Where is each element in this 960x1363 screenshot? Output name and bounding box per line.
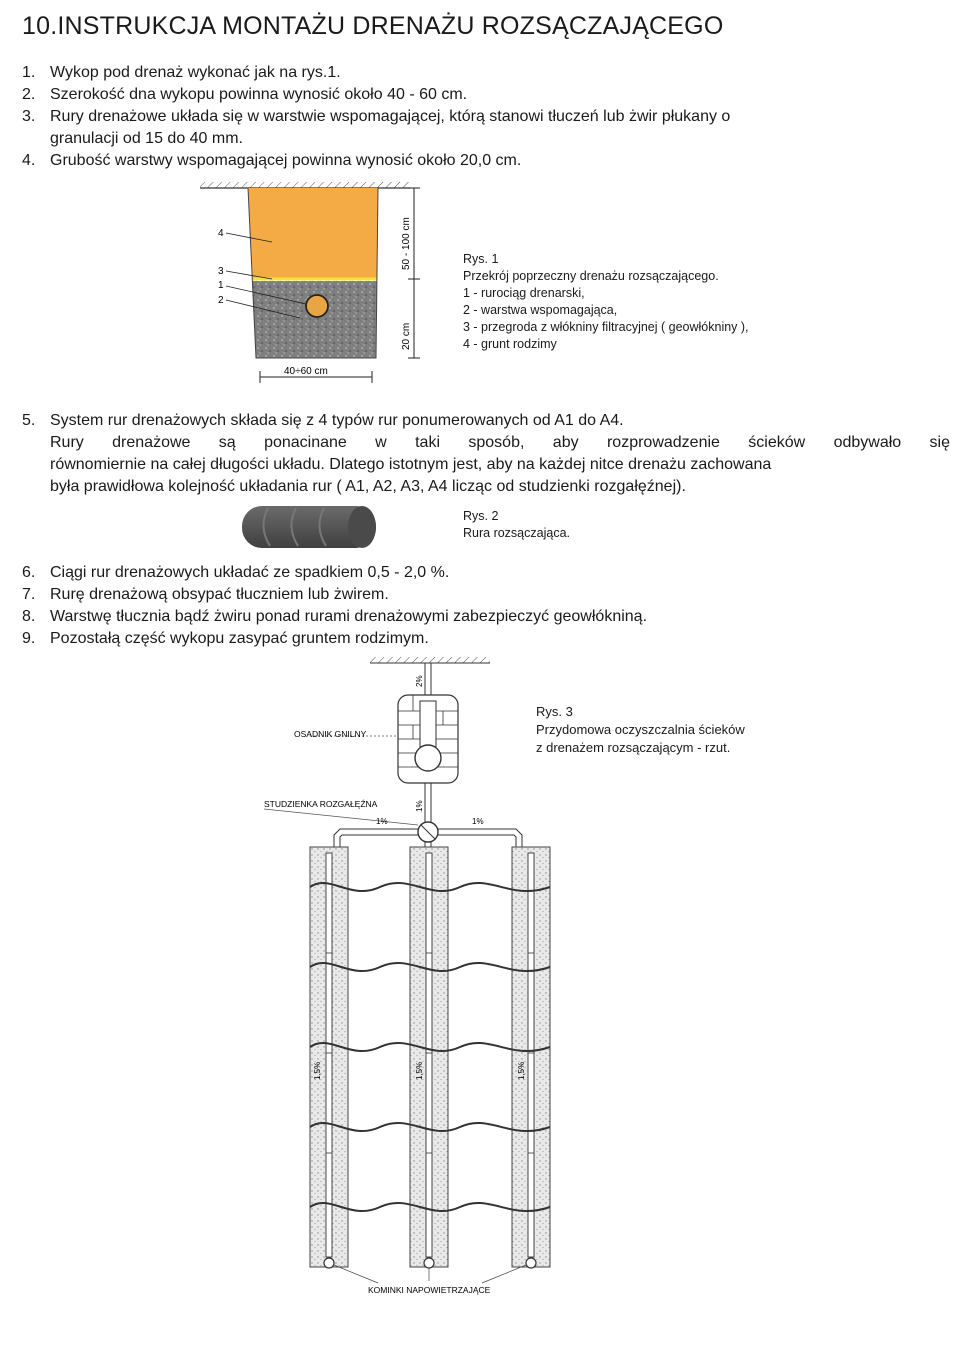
branch-left-slope-label: 1%: [376, 817, 388, 826]
inlet-slope-label: 2%: [415, 675, 424, 687]
list-item-5-line-4: była prawidłowa kolejność układania rur ( A1, A2, A3, A4 licząc od studzienki rozgałęźnej).: [50, 478, 686, 495]
dimension-gravel-depth: 20 cm: [401, 322, 412, 350]
gravel-layer: [252, 281, 377, 358]
figure-3-caption: [536, 703, 745, 757]
septic-tank: [398, 695, 458, 783]
callout-3: 3: [218, 266, 224, 277]
item-text: Pozostałą część wykopu zasypać gruntem rodzimym.: [50, 630, 429, 647]
document-title: 10.INSTRUKCJA MONTAŻU DRENAŻU ROZSĄCZAJĄCEGO: [22, 12, 724, 40]
caption-line: Rys. 2: [463, 509, 499, 523]
callout-4: 4: [218, 228, 224, 239]
item-text: Grubość warstwy wspomagającej powinna wynosić około 20,0 cm.: [50, 152, 522, 169]
caption-line: Przydomowa oczyszczalnia ścieków: [536, 722, 745, 737]
caption-line: 4 - grunt rodzimy: [463, 337, 557, 351]
branch-right-slope-label: 1%: [472, 817, 484, 826]
list-item-8: [22, 606, 647, 628]
pipe-slope-center: 1,5%: [415, 1061, 424, 1080]
caption-line: 1 - rurociąg drenarski,: [463, 286, 585, 300]
list-item-6: [22, 562, 449, 584]
item-text: System rur drenażowych składa się z 4 typów rur ponumerowanych od A1 do A4.: [50, 412, 624, 429]
trench-cross-section-figure: [200, 178, 450, 393]
list-item-9: [22, 628, 429, 650]
caption-line: Rys. 3: [536, 704, 573, 719]
item-text: Wykop pod drenaż wykonać jak na rys.1.: [50, 64, 341, 81]
list-item-7: [22, 584, 389, 606]
caption-line: 2 - warstwa wspomagająca,: [463, 303, 618, 317]
vent-cap-center: [424, 1258, 434, 1268]
callout-2: 2: [218, 295, 224, 306]
list-item-2: [22, 84, 467, 106]
list-item-5-line-3: równomiernie na całej długości układu. Dlatego istotnym jest, aby na każdej nitce drenażu zachowana: [50, 456, 772, 473]
vent-cap-right: [526, 1258, 536, 1268]
list-item-1: [22, 62, 341, 84]
ground-hatch: [200, 182, 410, 188]
item-number: 8.: [22, 608, 36, 625]
list-item-3-continuation: granulacji od 15 do 40 mm.: [50, 130, 243, 147]
pipe-slope-right: 1,5%: [517, 1061, 526, 1080]
caption-line: Rys. 1: [463, 252, 499, 266]
label-septic-tank: OSADNIK GNILNY: [294, 729, 367, 739]
caption-line: Przekrój poprzeczny drenażu rozsączającego.: [463, 269, 719, 283]
item-number: 4.: [22, 152, 36, 169]
figure-2-caption: [463, 508, 570, 542]
caption-line: 3 - przegroda z włókniny filtracyjnej ( geowłókniny ),: [463, 320, 749, 334]
item-number: 6.: [22, 564, 36, 581]
item-text: Szerokość dna wykopu powinna wynosić około 40 - 60 cm.: [50, 86, 468, 103]
callout-1: 1: [218, 280, 224, 291]
label-vent-caps: KOMINKI NAPOWIETRZAJĄCE: [368, 1285, 491, 1295]
item-text: Warstwę tłucznia bądź żwiru ponad rurami drenażowymi zabezpieczyć geowłókniną.: [50, 608, 648, 625]
dimension-trench-width: 40÷60 cm: [284, 366, 328, 377]
figure-1-caption: [463, 251, 749, 353]
item-number: 3.: [22, 108, 36, 125]
item-text: Rurę drenażową obsypać tłuczniem lub żwirem.: [50, 586, 389, 603]
pipe-slope-left: 1,5%: [313, 1061, 322, 1080]
caption-line: Rura rozsączająca.: [463, 526, 570, 540]
junction-slope-label: 1%: [415, 800, 424, 812]
item-number: 1.: [22, 64, 36, 81]
drainage-plan-figure: [250, 655, 580, 1305]
list-item-5: [22, 410, 624, 432]
list-item-4: [22, 150, 521, 172]
drainage-pipe-figure: [238, 502, 383, 552]
native-soil-layer: [248, 188, 378, 278]
drain-pipe: [306, 295, 328, 317]
list-item-3: [22, 106, 730, 128]
dimension-soil-depth: 50 - 100 cm: [401, 217, 412, 270]
vent-cap-left: [324, 1258, 334, 1268]
item-text: Ciągi rur drenażowych układać ze spadkiem 0,5 - 2,0 %.: [50, 564, 450, 581]
item-number: 7.: [22, 586, 36, 603]
item-number: 2.: [22, 86, 36, 103]
item-number: 5.: [22, 412, 36, 429]
item-text: Rury drenażowe układa się w warstwie wspomagającej, którą stanowi tłuczeń lub żwir płukany o: [50, 108, 731, 125]
label-junction-well: STUDZIENKA ROZGAŁĘŹNA: [264, 799, 378, 809]
list-item-5-line-2: Rury drenażowe są ponacinane w taki sposób, aby rozprowadzenie ścieków odbywało się: [50, 434, 950, 451]
item-number: 9.: [22, 630, 36, 647]
caption-line: z drenażem rozsączającym - rzut.: [536, 740, 731, 755]
